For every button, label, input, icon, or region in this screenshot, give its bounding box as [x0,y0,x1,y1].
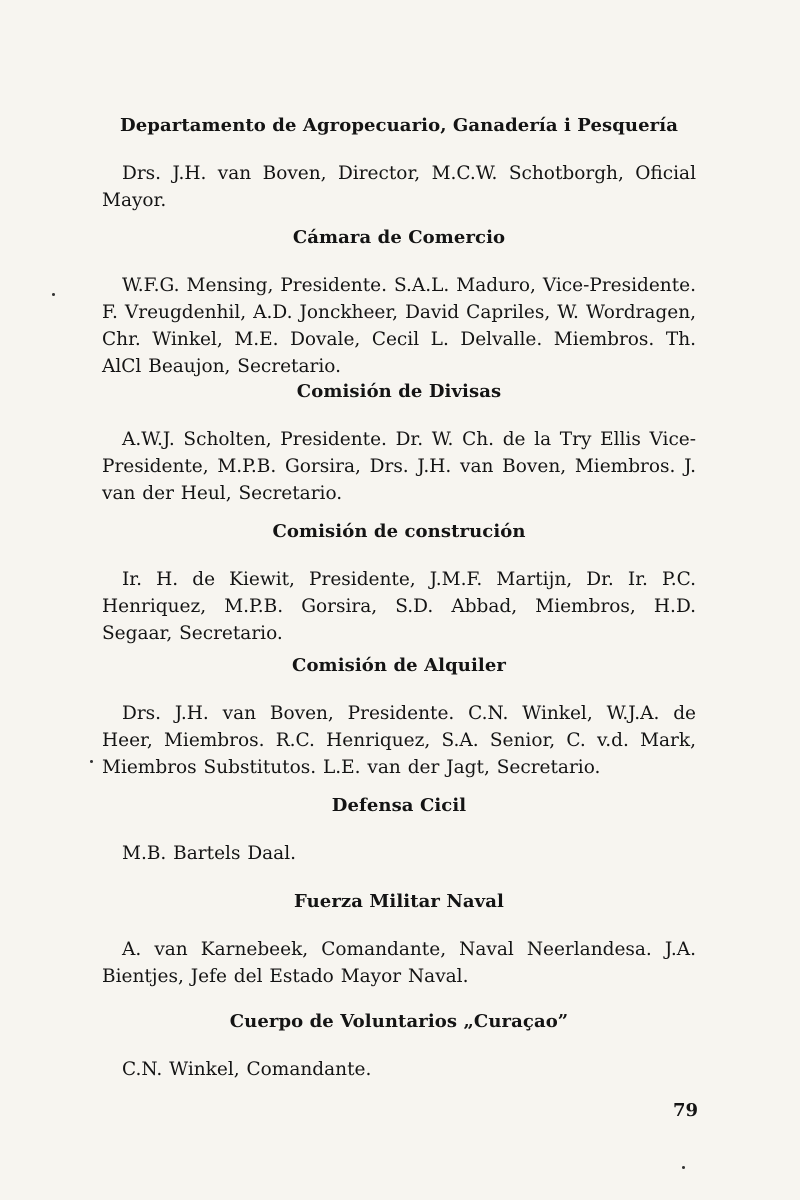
section-heading: Fuerza Militar Naval [294,891,504,912]
section-heading: Defensa Cicil [331,795,467,816]
section-body: A. van Karnebeek, Comandante, Naval Neerlandesa. J.A. Bientjes, Jefe del Estado Mayor Naval. [102,939,696,987]
section-heading: Cuerpo de Voluntarios „Curaçao” [229,1011,569,1032]
section-body: Drs. J.H. van Boven, Director, M.C.W. Schotborgh, Oficial Mayor. [102,163,696,211]
section-heading: Comisión de Divisas [296,381,502,402]
section-cuerpo-de-voluntarios [102,1010,696,1083]
section-heading: Comisión de construción [272,521,526,542]
print-speck [90,760,93,763]
section-body: Drs. J.H. van Boven, Presidente. C.N. Winkel, W.J.A. de Heer, Miembros. R.C. Henriquez, S.A. Senior, C. v.d. Mark, Miembros Substitutos. L.E. van der Jagt, Secretario. [102,703,696,778]
section-heading: Cámara de Comercio [292,227,506,248]
section-defensa-cicil [102,794,696,867]
section-comision-de-alquiler [102,654,696,781]
section-camara-de-comercio [102,226,696,380]
section-body: A.W.J. Scholten, Presidente. Dr. W. Ch. de la Try Ellis Vice-Presidente, M.P.B. Gorsira, Drs. J.H. van Boven, Miembros. J. van der Heul, Secretario. [102,429,696,504]
section-agropecuario [102,114,696,214]
section-body: W.F.G. Mensing, Presidente. S.A.L. Maduro, Vice-Presidente. F. Vreugdenhil, A.D. Jonckheer, David Capriles, W. Wordragen, Chr. Winkel, M.E. Dovale, Cecil L. Delvalle. Miembros. Th. AlCl Beaujon, Secretario. [102,275,696,377]
print-speck [52,293,55,296]
section-fuerza-militar-naval [102,890,696,990]
print-speck [682,1166,685,1169]
section-body: M.B. Bartels Daal. [122,843,297,864]
page-number: 79 [672,1100,698,1121]
section-comision-de-divisas [102,380,696,507]
section-heading: Comisión de Alquiler [292,655,506,676]
section-body: Ir. H. de Kiewit, Presidente, J.M.F. Martijn, Dr. Ir. P.C. Henriquez, M.P.B. Gorsira, S.D. Abbad, Miembros, H.D. Segaar, Secretario. [102,569,696,644]
section-body: C.N. Winkel, Comandante. [122,1059,372,1080]
section-comision-de-construcion [102,520,696,647]
section-heading: Departamento de Agropecuario, Ganadería i Pesquería [120,115,678,136]
